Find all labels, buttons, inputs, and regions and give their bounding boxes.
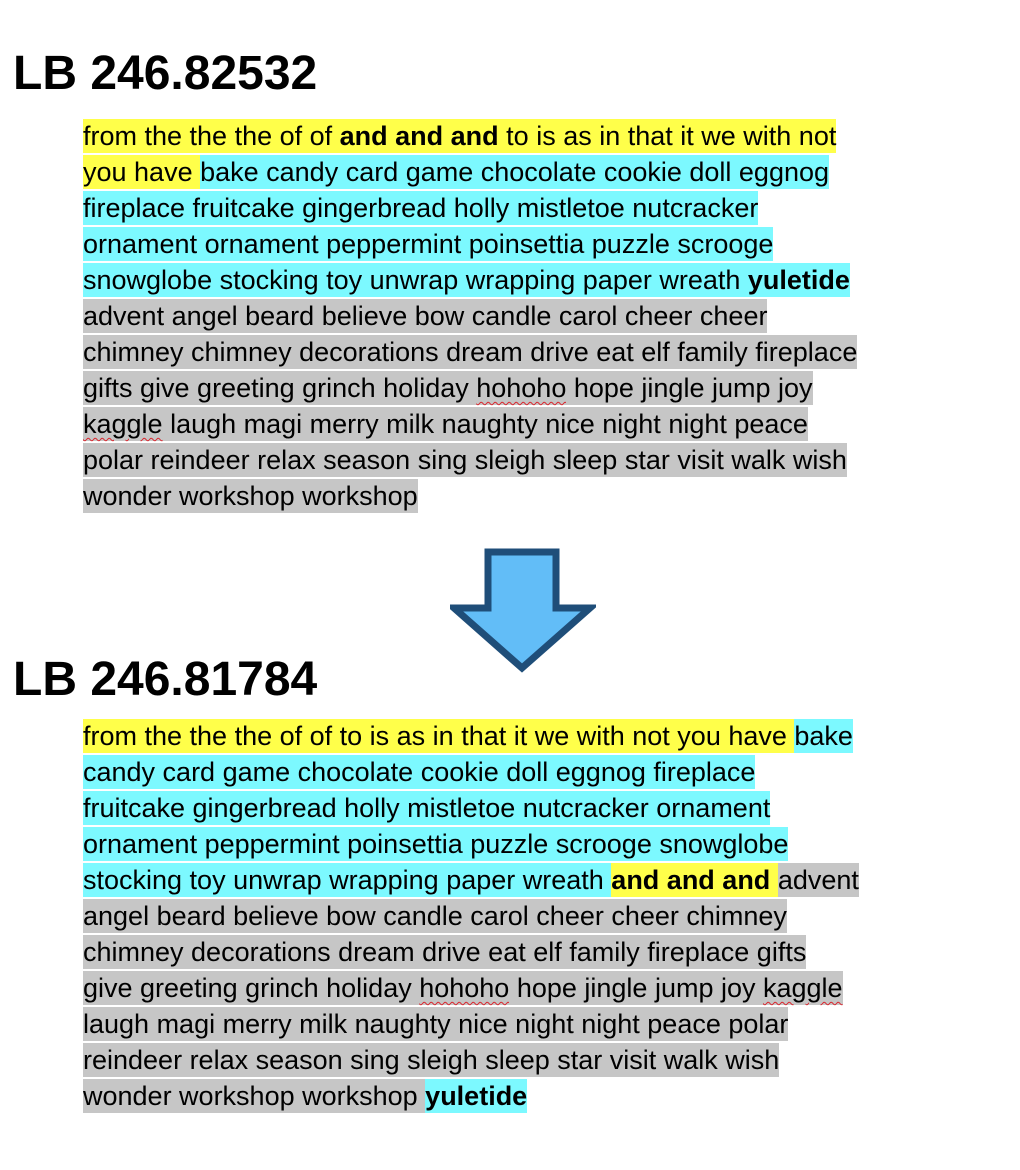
text-line bbox=[83, 898, 859, 934]
highlighted-text: give greeting grinch holiday bbox=[83, 973, 420, 1003]
highlighted-text: to is as in that it we with not bbox=[498, 121, 837, 151]
highlighted-text bbox=[770, 863, 778, 897]
text-line bbox=[83, 718, 859, 754]
word-sequence-before bbox=[83, 118, 857, 514]
text-line bbox=[83, 934, 859, 970]
text-line bbox=[83, 226, 857, 262]
text-line bbox=[83, 262, 857, 298]
text-line bbox=[83, 1006, 859, 1042]
highlighted-text: wonder workshop workshop bbox=[83, 481, 418, 511]
highlighted-text: laugh magi merry milk naughty nice night night peace polar bbox=[83, 1009, 789, 1039]
misspelled-word: hohoho bbox=[419, 973, 510, 1003]
text-line bbox=[83, 406, 857, 442]
highlighted-text: hope jingle jump joy bbox=[509, 973, 763, 1003]
highlighted-text: bake candy card game chocolate cookie doll eggnog bbox=[200, 157, 830, 187]
bold-word-group: and and and bbox=[339, 121, 499, 151]
highlighted-text: angel beard believe bow candle carol cheer cheer chimney bbox=[83, 901, 787, 931]
highlighted-text: bake bbox=[794, 721, 853, 751]
score-heading-after: LB 246.81784 bbox=[13, 653, 318, 706]
text-line bbox=[83, 370, 857, 406]
highlighted-text: fireplace fruitcake gingerbread holly mistletoe nutcracker bbox=[83, 193, 759, 223]
text-line bbox=[83, 790, 859, 826]
text-line bbox=[83, 334, 857, 370]
highlighted-text: stocking toy unwrap wrapping paper wreath bbox=[83, 865, 612, 895]
highlighted-text: advent angel beard believe bow candle carol cheer cheer bbox=[83, 301, 768, 331]
word-sequence-after bbox=[83, 718, 859, 1114]
highlighted-text: reindeer relax season sing sleigh sleep star visit walk wish bbox=[83, 1045, 780, 1075]
highlighted-text: wonder workshop workshop bbox=[83, 1081, 426, 1111]
text-line bbox=[83, 1078, 859, 1114]
highlighted-text: polar reindeer relax season sing sleigh sleep star visit walk wish bbox=[83, 445, 847, 475]
highlighted-text: snowglobe stocking toy unwrap wrapping paper wreath bbox=[83, 265, 748, 295]
text-line bbox=[83, 298, 857, 334]
text-line bbox=[83, 442, 857, 478]
text-line bbox=[83, 190, 857, 226]
highlighted-text: from the the the of of to is as in that it we with not you have bbox=[83, 721, 795, 751]
highlighted-text: ornament peppermint poinsettia puzzle scrooge snowglobe bbox=[83, 829, 789, 859]
text-line bbox=[83, 754, 859, 790]
text-line bbox=[83, 1042, 859, 1078]
down-arrow-icon bbox=[450, 548, 596, 674]
bold-word-group: yuletide bbox=[425, 1081, 528, 1111]
bold-word-group: yuletide bbox=[747, 265, 850, 295]
text-line bbox=[83, 970, 859, 1006]
highlighted-text: chimney chimney decorations dream drive eat elf family fireplace bbox=[83, 337, 858, 367]
highlighted-text: chimney decorations dream drive eat elf family fireplace gifts bbox=[83, 937, 807, 967]
text-line bbox=[83, 118, 857, 154]
text-line bbox=[83, 478, 857, 514]
text-line bbox=[83, 826, 859, 862]
score-heading-before: LB 246.82532 bbox=[13, 47, 318, 100]
highlighted-text: laugh magi merry milk naughty nice night night peace bbox=[162, 409, 808, 439]
misspelled-word: kaggle bbox=[83, 409, 163, 439]
highlighted-text: from the the the of of bbox=[83, 121, 340, 151]
highlighted-text: candy card game chocolate cookie doll eggnog fireplace bbox=[83, 757, 756, 787]
highlighted-text: hope jingle jump joy bbox=[566, 373, 813, 403]
text-line bbox=[83, 862, 859, 898]
text-line bbox=[83, 154, 857, 190]
highlighted-text: fruitcake gingerbread holly mistletoe nutcracker ornament bbox=[83, 793, 771, 823]
highlighted-text: advent bbox=[777, 865, 859, 895]
highlighted-text: gifts give greeting grinch holiday bbox=[83, 373, 477, 403]
misspelled-word: kaggle bbox=[762, 973, 843, 1003]
highlighted-text: ornament ornament peppermint poinsettia puzzle scrooge bbox=[83, 229, 774, 259]
highlighted-text: you have bbox=[83, 157, 201, 187]
bold-word-group: and and and bbox=[611, 865, 771, 895]
misspelled-word: hohoho bbox=[476, 373, 567, 403]
